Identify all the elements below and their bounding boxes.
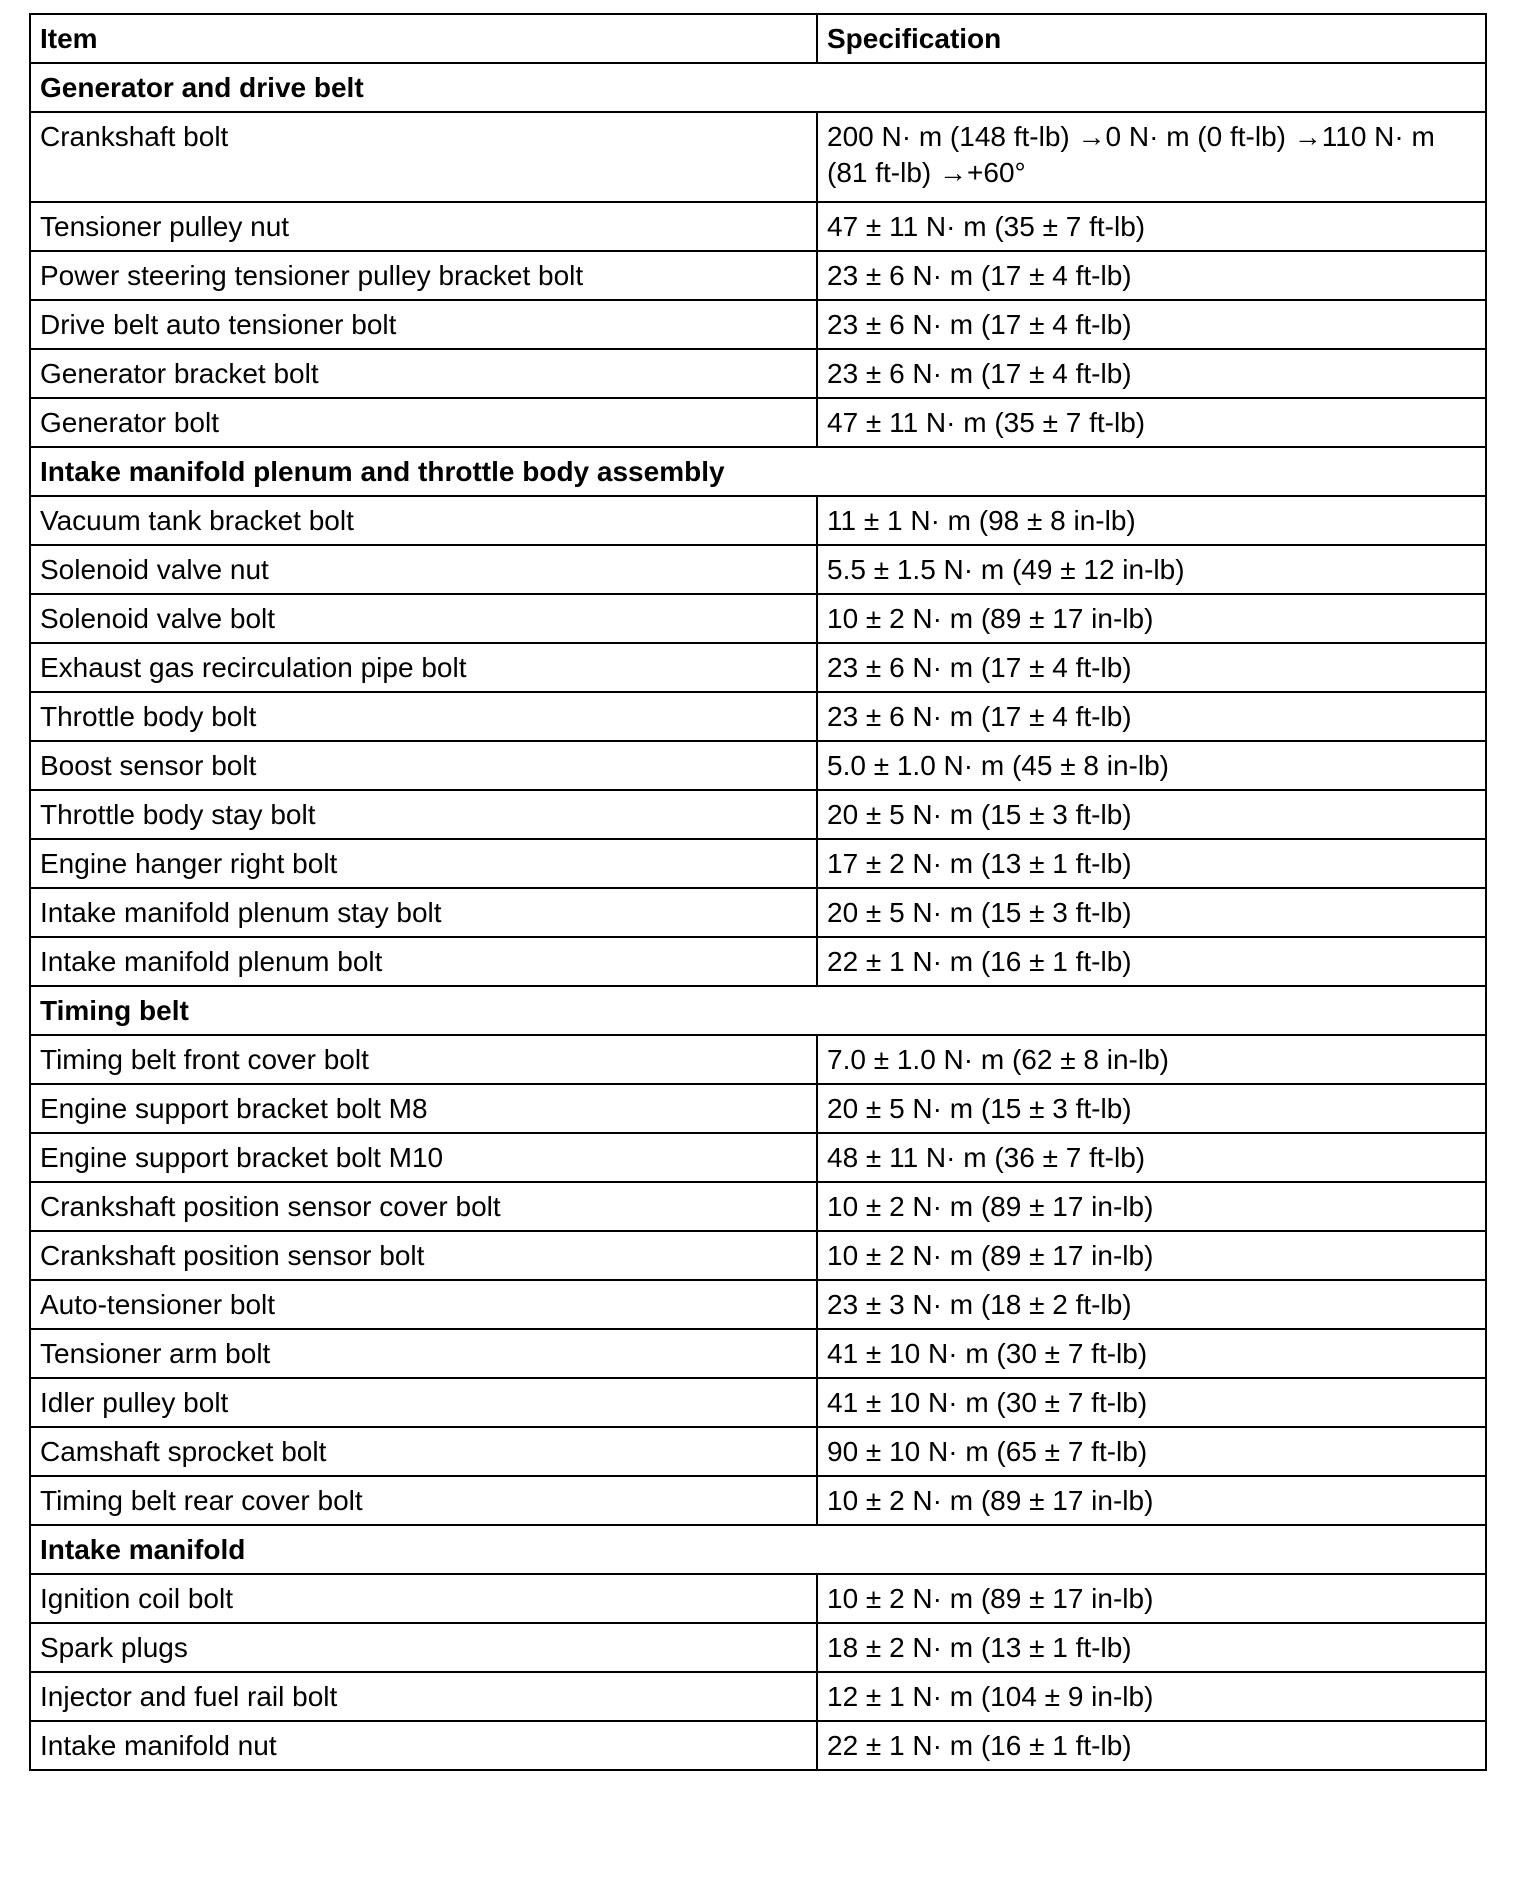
section-title: Generator and drive belt bbox=[30, 63, 1486, 112]
item-cell: Injector and fuel rail bolt bbox=[30, 1672, 817, 1721]
table-row bbox=[30, 888, 1486, 937]
specification-cell: 10 ± 2 N· m (89 ± 17 in-lb) bbox=[817, 1574, 1486, 1623]
table-row bbox=[30, 790, 1486, 839]
specification-cell: 10 ± 2 N· m (89 ± 17 in-lb) bbox=[817, 1231, 1486, 1280]
torque-spec-table bbox=[29, 13, 1487, 1771]
table-row bbox=[30, 1084, 1486, 1133]
specification-cell: 23 ± 6 N· m (17 ± 4 ft-lb) bbox=[817, 643, 1486, 692]
specification-cell: 23 ± 6 N· m (17 ± 4 ft-lb) bbox=[817, 692, 1486, 741]
section-title: Intake manifold bbox=[30, 1525, 1486, 1574]
table-row bbox=[30, 251, 1486, 300]
table-row bbox=[30, 1280, 1486, 1329]
item-cell: Drive belt auto tensioner bolt bbox=[30, 300, 817, 349]
table-row bbox=[30, 1035, 1486, 1084]
table-row bbox=[30, 1133, 1486, 1182]
table-row bbox=[30, 1476, 1486, 1525]
specification-cell: 10 ± 2 N· m (89 ± 17 in-lb) bbox=[817, 1182, 1486, 1231]
item-cell: Crankshaft position sensor cover bolt bbox=[30, 1182, 817, 1231]
specification-cell: 23 ± 6 N· m (17 ± 4 ft-lb) bbox=[817, 300, 1486, 349]
specification-cell: 23 ± 6 N· m (17 ± 4 ft-lb) bbox=[817, 251, 1486, 300]
specification-cell: 41 ± 10 N· m (30 ± 7 ft-lb) bbox=[817, 1378, 1486, 1427]
table-row bbox=[30, 349, 1486, 398]
item-cell: Crankshaft bolt bbox=[30, 112, 817, 202]
specification-cell: 11 ± 1 N· m (98 ± 8 in-lb) bbox=[817, 496, 1486, 545]
item-cell: Power steering tensioner pulley bracket bolt bbox=[30, 251, 817, 300]
item-cell: Timing belt front cover bolt bbox=[30, 1035, 817, 1084]
table-row bbox=[30, 545, 1486, 594]
specification-cell: 47 ± 11 N· m (35 ± 7 ft-lb) bbox=[817, 202, 1486, 251]
specification-cell: 48 ± 11 N· m (36 ± 7 ft-lb) bbox=[817, 1133, 1486, 1182]
item-cell: Camshaft sprocket bolt bbox=[30, 1427, 817, 1476]
item-cell: Intake manifold plenum bolt bbox=[30, 937, 817, 986]
table-row bbox=[30, 937, 1486, 986]
table-row bbox=[30, 1574, 1486, 1623]
item-cell: Ignition coil bolt bbox=[30, 1574, 817, 1623]
specification-cell: 23 ± 6 N· m (17 ± 4 ft-lb) bbox=[817, 349, 1486, 398]
item-cell: Throttle body bolt bbox=[30, 692, 817, 741]
table-row bbox=[30, 839, 1486, 888]
item-cell: Idler pulley bolt bbox=[30, 1378, 817, 1427]
section-header-row bbox=[30, 447, 1486, 496]
table-row bbox=[30, 1672, 1486, 1721]
specification-cell: 5.0 ± 1.0 N· m (45 ± 8 in-lb) bbox=[817, 741, 1486, 790]
column-header-specification: Specification bbox=[817, 14, 1486, 63]
specification-cell: 23 ± 3 N· m (18 ± 2 ft-lb) bbox=[817, 1280, 1486, 1329]
table-row bbox=[30, 741, 1486, 790]
table-row bbox=[30, 1329, 1486, 1378]
item-cell: Timing belt rear cover bolt bbox=[30, 1476, 817, 1525]
specification-cell: 90 ± 10 N· m (65 ± 7 ft-lb) bbox=[817, 1427, 1486, 1476]
spec-table-body bbox=[30, 14, 1486, 1770]
specification-cell: 5.5 ± 1.5 N· m (49 ± 12 in-lb) bbox=[817, 545, 1486, 594]
table-row bbox=[30, 692, 1486, 741]
column-header-item: Item bbox=[30, 14, 817, 63]
item-cell: Intake manifold nut bbox=[30, 1721, 817, 1770]
table-row bbox=[30, 1623, 1486, 1672]
table-row bbox=[30, 1427, 1486, 1476]
item-cell: Solenoid valve nut bbox=[30, 545, 817, 594]
item-cell: Spark plugs bbox=[30, 1623, 817, 1672]
section-title: Intake manifold plenum and throttle body assembly bbox=[30, 447, 1486, 496]
section-header-row bbox=[30, 63, 1486, 112]
table-row bbox=[30, 594, 1486, 643]
item-cell: Engine support bracket bolt M10 bbox=[30, 1133, 817, 1182]
specification-cell: 20 ± 5 N· m (15 ± 3 ft-lb) bbox=[817, 888, 1486, 937]
table-row bbox=[30, 1721, 1486, 1770]
specification-cell: 22 ± 1 N· m (16 ± 1 ft-lb) bbox=[817, 937, 1486, 986]
table-row bbox=[30, 112, 1486, 202]
item-cell: Tensioner arm bolt bbox=[30, 1329, 817, 1378]
specification-cell: 12 ± 1 N· m (104 ± 9 in-lb) bbox=[817, 1672, 1486, 1721]
table-header-row bbox=[30, 14, 1486, 63]
table-row bbox=[30, 643, 1486, 692]
table-row bbox=[30, 202, 1486, 251]
item-cell: Exhaust gas recirculation pipe bolt bbox=[30, 643, 817, 692]
item-cell: Engine hanger right bolt bbox=[30, 839, 817, 888]
specification-cell: 7.0 ± 1.0 N· m (62 ± 8 in-lb) bbox=[817, 1035, 1486, 1084]
section-title: Timing belt bbox=[30, 986, 1486, 1035]
item-cell: Vacuum tank bracket bolt bbox=[30, 496, 817, 545]
item-cell: Tensioner pulley nut bbox=[30, 202, 817, 251]
item-cell: Generator bolt bbox=[30, 398, 817, 447]
item-cell: Boost sensor bolt bbox=[30, 741, 817, 790]
table-row bbox=[30, 496, 1486, 545]
specification-cell: 200 N· m (148 ft-lb) →0 N· m (0 ft-lb) →110 N· m (81 ft-lb) →+60° bbox=[817, 112, 1486, 202]
item-cell: Crankshaft position sensor bolt bbox=[30, 1231, 817, 1280]
table-row bbox=[30, 398, 1486, 447]
specification-cell: 20 ± 5 N· m (15 ± 3 ft-lb) bbox=[817, 790, 1486, 839]
specification-cell: 22 ± 1 N· m (16 ± 1 ft-lb) bbox=[817, 1721, 1486, 1770]
section-header-row bbox=[30, 986, 1486, 1035]
item-cell: Auto-tensioner bolt bbox=[30, 1280, 817, 1329]
item-cell: Solenoid valve bolt bbox=[30, 594, 817, 643]
specification-cell: 17 ± 2 N· m (13 ± 1 ft-lb) bbox=[817, 839, 1486, 888]
specification-cell: 47 ± 11 N· m (35 ± 7 ft-lb) bbox=[817, 398, 1486, 447]
specification-cell: 41 ± 10 N· m (30 ± 7 ft-lb) bbox=[817, 1329, 1486, 1378]
item-cell: Intake manifold plenum stay bolt bbox=[30, 888, 817, 937]
specification-cell: 10 ± 2 N· m (89 ± 17 in-lb) bbox=[817, 594, 1486, 643]
table-row bbox=[30, 300, 1486, 349]
section-header-row bbox=[30, 1525, 1486, 1574]
table-row bbox=[30, 1378, 1486, 1427]
specification-cell: 10 ± 2 N· m (89 ± 17 in-lb) bbox=[817, 1476, 1486, 1525]
table-row bbox=[30, 1231, 1486, 1280]
item-cell: Throttle body stay bolt bbox=[30, 790, 817, 839]
item-cell: Generator bracket bolt bbox=[30, 349, 817, 398]
table-row bbox=[30, 1182, 1486, 1231]
specification-cell: 20 ± 5 N· m (15 ± 3 ft-lb) bbox=[817, 1084, 1486, 1133]
specification-cell: 18 ± 2 N· m (13 ± 1 ft-lb) bbox=[817, 1623, 1486, 1672]
item-cell: Engine support bracket bolt M8 bbox=[30, 1084, 817, 1133]
